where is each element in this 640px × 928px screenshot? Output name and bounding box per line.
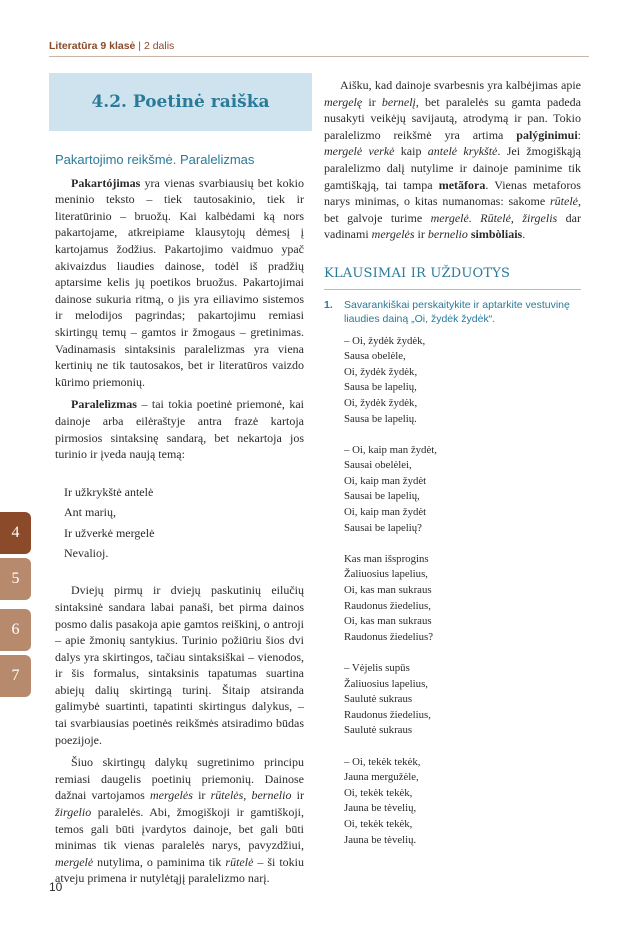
song-stanza: [344, 334, 581, 428]
paragraph-text: yra vienas svarbiausių bet kokio meninio teksto – tiek tautosakinio, tiek ir literatūrinio – bruožų. Kai kalbėdami ką nors pakartojame, atkreipiame klausytojų dėmesį į kartojamus žodžius. Pakartojimo vaidmuo ypač akivaizdus liaudies dainose, todėl iš pradžių aptarsime kelis jų poetikos bruožus. Pakartojimai dainose sukuria ritmą, o jis yra eiliavimo sistemos ir melodijos pagrindas; pakartojimu remiasi skirtingų temų – gamtos ir žmogaus – gretinimas. Vadinamasis sintaksinis paralelizmas yra viena kertinių ne tik tautosakos, bet ir literatūros vaizdo kūrimo priemonių.: [55, 175, 304, 389]
song-line: Oi, žydėk žydėk,: [344, 396, 418, 409]
text: paralelės. Abi, žmogiškoji ir gamtiškoji, temos gali būti įvardytos dainoje, bet gali būti minimas tik vienas paralelės narys, pavyzdžiui,: [55, 805, 304, 853]
song-stanza: [344, 661, 581, 739]
paragraph-text: – tai tokia poetinė priemonė, kai dainoje arba eilėraštyje antra frazė kartoja pirmosios sintaksinę sandarą, bet nekartoja jos turinio ir įveda naują temą:: [55, 397, 304, 462]
question-item: [324, 298, 581, 326]
section-title: 4.2. Poetinė raiška: [91, 92, 270, 112]
song-line: Oi, tekėk tekėk,: [344, 817, 413, 830]
section-title-box: [49, 73, 312, 131]
song-line: Jauna be tėvelių,: [344, 802, 417, 815]
song-line: Žaliuosius lapelius,: [344, 568, 428, 581]
page-number: 10: [49, 880, 63, 894]
text: . Jei žmogiškąją paralelizmo dalį nutylime ir dainoje paminime tik gamtiškąją, tai tampa: [324, 144, 581, 192]
italic-term: bernelį: [381, 94, 416, 109]
text: . Vienas metaforos narys minimas, o kitas numanomas: sakome: [324, 177, 581, 209]
chapter-tab-4[interactable]: 4: [0, 512, 31, 554]
song-line: Žaliuosius lapelius,: [344, 677, 428, 690]
song-line: Saulutė sukraus: [344, 724, 413, 737]
italic-term: rūtelė: [225, 854, 254, 869]
book-part: 2 dalis: [143, 40, 175, 52]
subheading: Pakartojimo reikšmė. Paralelizmas: [55, 152, 255, 167]
term-metaphor: metãfora: [438, 177, 486, 192]
song-line: Sausai be lapelių?: [344, 521, 422, 534]
poem-line: Ir užverkė mergelė: [64, 525, 155, 540]
text: dar vadinami: [324, 210, 581, 242]
paragraph-repetition: [55, 175, 304, 391]
term-symbols: simbòliais: [470, 227, 523, 242]
italic-term: mergelės: [371, 227, 415, 242]
song-line: Kas man išsprogins: [344, 552, 429, 565]
song-line: – Oi, tekėk tekėk,: [344, 755, 421, 768]
song-line: Sausa be lapelių,: [344, 381, 417, 394]
chapter-tab-6[interactable]: 6: [0, 609, 31, 651]
text: nutylima, o paminima tik: [93, 854, 226, 869]
song-line: – Oi, žydėk žydėk,: [344, 334, 426, 347]
text: ir: [362, 94, 382, 109]
italic-term: mergelės: [150, 788, 193, 803]
questions-heading: KLAUSIMAI IR UŽDUOTYS: [324, 265, 511, 281]
italic-term: bernelio: [427, 227, 468, 242]
song-line: Oi, tekėk tekėk,: [344, 786, 413, 799]
paragraph-metaphor: [324, 77, 581, 243]
text: :: [577, 127, 581, 142]
question-text: Savarankiškai perskaitykite ir aptarkite vestuvinę liaudies dainą „Oi, žydėk žydėk“.: [344, 298, 570, 325]
book-title: Literatūra 9 klasė: [49, 40, 136, 52]
header-separator: |: [135, 40, 144, 52]
question-number: 1.: [324, 298, 333, 311]
left-column: [55, 152, 304, 887]
song-line: Oi, kas man sukraus: [344, 615, 432, 628]
italic-term: rūtelės, bernelio: [210, 788, 292, 803]
questions-rule: [324, 289, 581, 290]
poem-line: Ir užkrykštė antelė: [64, 484, 154, 499]
term-comparison: palýginimui: [516, 127, 578, 142]
song-line: Sausai be lapelių,: [344, 490, 420, 503]
italic-term: žirgelio: [55, 805, 92, 820]
song-line: Oi, žydėk žydėk,: [344, 365, 418, 378]
text: ir: [291, 788, 304, 803]
text: Aišku, kad dainoje svarbesnis yra kalbėjimas apie: [340, 78, 581, 92]
term-parallelism: Paralelìzmas: [71, 397, 137, 412]
italic-term: rūtelė: [550, 194, 578, 209]
song-line: Jauna mergužėle,: [344, 771, 419, 784]
song-line: Oi, kaip man žydėt: [344, 506, 427, 519]
text: .: [522, 227, 526, 242]
song-line: Sausa be lapelių.: [344, 412, 417, 425]
text: , bet galvoje turime: [324, 194, 581, 225]
song-line: Raudonus žiedelius?: [344, 630, 434, 643]
song-stanza: [344, 552, 581, 646]
italic-term: mergelę: [324, 94, 363, 109]
song-line: Saulutė sukraus: [344, 693, 413, 706]
chapter-tab-7[interactable]: 7: [0, 655, 31, 697]
text: Šiuo skirtingų dalykų sugretinimo principu remiasi daugelis poetinių priemonių. Dainose dažnai vartojamos: [55, 755, 304, 803]
italic-term: mergelė: [55, 854, 94, 869]
song-line: Sausai obelėlei,: [344, 459, 412, 472]
italic-term: antelė krykštė: [427, 144, 498, 159]
poem-line: Nevalioj.: [64, 545, 109, 560]
text: , bet paralelės su gamta padeda nusakyti veikėjų savijautą, atrodymą ir pan. Tokio paralelizmo reikšmė yra artima: [324, 94, 581, 142]
song-line: Sausa obelėle,: [344, 350, 406, 363]
song-line: – Oi, kaip man žydėt,: [344, 443, 437, 456]
italic-term: mergelė. Rūtelė, žirgelis: [430, 210, 558, 225]
term-repetition: Pakartójimas: [71, 175, 141, 190]
paragraph-principle: [55, 754, 304, 887]
song-line: Raudonus žiedelius,: [344, 708, 431, 721]
running-header: [49, 40, 174, 52]
italic-term: mergelė verkė: [324, 144, 395, 159]
poem-line: Ant marių,: [64, 505, 116, 520]
paragraph-analysis: Dviejų pirmų ir dviejų paskutinių eilučių sintaksinė sandara labai panaši, bet pirma dainos posmo dalis pasakoja apie gamtos reiškinį, o antroji – apie žmonių santykius. Turinio požiūriu šios dvi dalys yra skirtingos, tačiau sintaksiškai – vienodos, ir šis formalus, sintaksinis tapatumas suartina abiejų dalių skirtingą turinį. Šitaip atsiranda galimybė suartinti, tapatinti skirtingus dalykus, – tai svarbiausias poetinės reikšmės atsiradimo būdas poezijoje.: [55, 583, 304, 747]
song-line: Oi, kas man sukraus: [344, 584, 432, 597]
song-line: Raudonus žiedelius,: [344, 599, 431, 612]
song-line: Jauna be tėvelių.: [344, 833, 417, 846]
song-line: Oi, kaip man žydėt: [344, 474, 427, 487]
text: ir: [192, 788, 211, 803]
right-column: [324, 77, 581, 864]
text: – ši tokiu atveju primena ir nutylėtąjį paralelizmo narį.: [55, 854, 305, 886]
text: ir: [414, 227, 428, 242]
paragraph-parallelism: [55, 396, 304, 462]
song-stanza: [344, 443, 581, 537]
song-stanza: [344, 755, 581, 849]
text: kaip: [394, 144, 428, 159]
song-line: – Vėjelis supūs: [344, 662, 410, 674]
chapter-tab-5[interactable]: 5: [0, 558, 31, 600]
song-text: [344, 334, 581, 849]
poem-example: [64, 482, 304, 564]
header-rule: [49, 56, 589, 57]
